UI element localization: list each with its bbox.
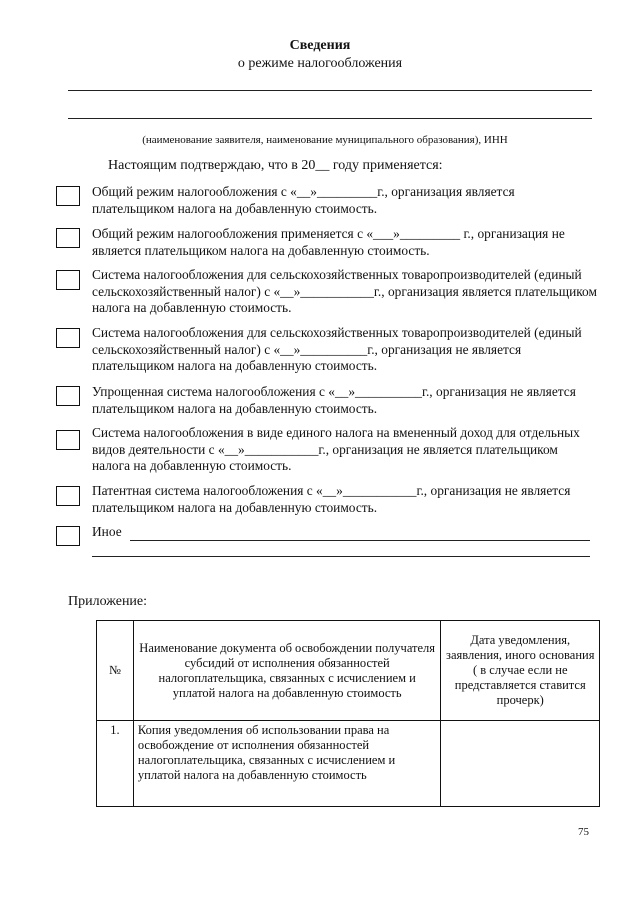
option-text-4: Система налогообложения для сельскохозяйственных товаропроизводителей (единый сельскохозяйственный налог) с «__»__________г., организация не является плательщиком налога на добавленную стоимость. — [92, 325, 582, 373]
other-input-line-2[interactable] — [92, 556, 590, 557]
applicant-caption: (наименование заявителя, наименование муниципального образования), ИНН — [142, 134, 508, 146]
option-text-6: Система налогообложения в виде единого налога на вмененный доход для отдельных видов деятельности с «__»___________г., организация не является плательщиком налога на добавленную стоимость. — [92, 425, 580, 473]
option-text-5: Упрощенная система налогообложения с «__»__________г., организация не является плательщиком налога на добавленную стоимость. — [92, 384, 576, 416]
option-text-3: Система налогообложения для сельскохозяйственных товаропроизводителей (единый сельскохозяйственный налог) с «__»___________г., организация является плательщиком налога на добавленную стоимость. — [92, 267, 597, 315]
applicant-line-2 — [68, 118, 592, 119]
option-text-2: Общий режим налогообложения применяется с «___»_________ г., организация не является плательщиком налога на добавленную стоимость. — [92, 226, 565, 258]
page-number: 75 — [578, 826, 589, 838]
attachment-table — [96, 620, 600, 807]
document-title: Сведения — [289, 38, 351, 53]
attachment-label: Приложение: — [68, 594, 148, 609]
option-text-7: Патентная система налогообложения с «__»___________г., организация не является плательщиком налога на добавленную стоимость. — [92, 483, 571, 515]
header-document-name: Наименование документа об освобождении получателя субсидий от исполнения обязанностей налогоплательщика, связанных с исчислением и уплатой налога на добавленную стоимость — [133, 621, 441, 721]
option-text-other: Иное — [92, 524, 122, 539]
row-num: 1. — [97, 721, 134, 807]
applicant-line-1 — [68, 90, 592, 91]
option-checkbox-2[interactable] — [56, 228, 80, 248]
document-subtitle: о режиме налогообложения — [237, 56, 403, 71]
table-row — [97, 721, 600, 807]
option-checkbox-6[interactable] — [56, 430, 80, 450]
header-date: Дата уведомления, заявления, иного основания ( в случае если не представляется ставится прочерк) — [441, 621, 600, 721]
option-checkbox-7[interactable] — [56, 486, 80, 506]
option-checkbox-5[interactable] — [56, 386, 80, 406]
other-input-line-1[interactable] — [130, 540, 590, 541]
intro-text: Настоящим подтверждаю, что в 20__ году применяется: — [108, 158, 443, 173]
option-checkbox-3[interactable] — [56, 270, 80, 290]
row-date[interactable] — [441, 721, 600, 807]
row-document-name: Копия уведомления об использовании права на освобождение от исполнения обязанностей налогоплательщика, связанных с исчислением и уплатой налога на добавленную стоимость — [133, 721, 441, 807]
option-checkbox-other[interactable] — [56, 526, 80, 546]
table-header-row — [97, 621, 600, 721]
option-checkbox-4[interactable] — [56, 328, 80, 348]
option-text-1: Общий режим налогообложения с «__»_________г., организация является плательщиком налога на добавленную стоимость. — [92, 184, 515, 216]
header-num: № — [97, 621, 134, 721]
option-checkbox-1[interactable] — [56, 186, 80, 206]
